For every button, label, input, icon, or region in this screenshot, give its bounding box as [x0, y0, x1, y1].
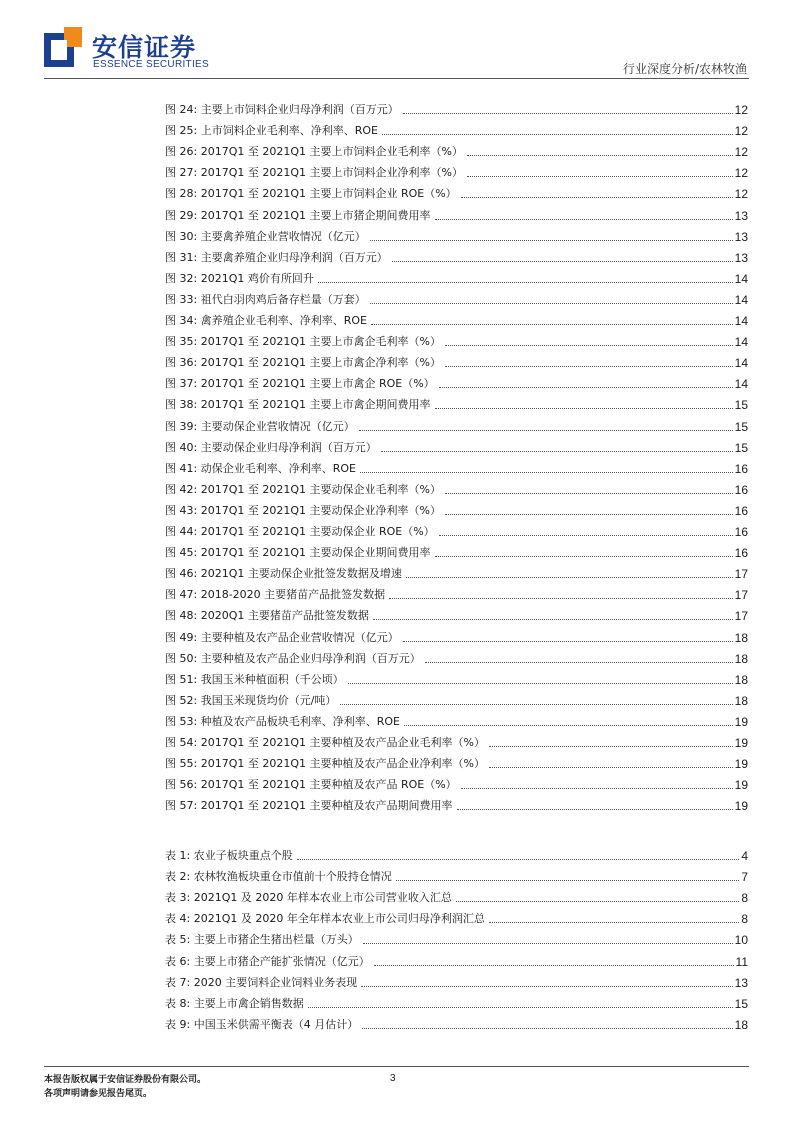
- figure-entry-label: 图 31: 主要禽养殖企业归母净利润（百万元）: [165, 250, 388, 264]
- figure-entry[interactable]: [165, 795, 748, 813]
- table-entry-page: 8: [741, 891, 748, 906]
- table-entry[interactable]: [165, 866, 748, 884]
- essence-logo-icon: [44, 27, 82, 67]
- figure-entry-label: 图 45: 2017Q1 至 2021Q1 主要动保企业期间费用率: [165, 546, 431, 560]
- figure-entry[interactable]: [165, 310, 748, 328]
- table-entry-label: 表 5: 主要上市猪企生猪出栏量（万头）: [165, 933, 359, 947]
- table-entry[interactable]: [165, 887, 748, 905]
- figure-entry[interactable]: [165, 373, 748, 391]
- dot-leader: [445, 493, 733, 494]
- figure-entry[interactable]: [165, 563, 748, 581]
- figure-entry[interactable]: [165, 711, 748, 729]
- dot-leader: [435, 556, 733, 557]
- dot-leader: [396, 880, 740, 881]
- table-entry-label: 表 9: 中国玉米供需平衡表（4 月估计）: [165, 1017, 359, 1031]
- table-entry-label: 表 7: 2020 主要饲料企业饲料业务表现: [165, 975, 358, 989]
- figure-entry[interactable]: [165, 521, 748, 539]
- figure-entry-label: 图 24: 主要上市饲料企业归母净利润（百万元）: [165, 103, 399, 116]
- dot-leader: [461, 788, 733, 789]
- figure-entry[interactable]: [165, 162, 748, 180]
- figure-entry[interactable]: [165, 690, 748, 708]
- table-entry[interactable]: [165, 993, 748, 1011]
- dot-leader: [439, 387, 733, 388]
- dot-leader: [489, 922, 739, 923]
- figure-entry[interactable]: [165, 268, 748, 286]
- figure-entry-label: 图 36: 2017Q1 至 2021Q1 主要上市禽企净利率（%）: [165, 356, 441, 370]
- dot-leader: [489, 767, 733, 768]
- table-entry-label: 表 2: 农林牧渔板块重仓市值前十个股持仓情况: [165, 870, 392, 884]
- figure-entry-page: 19: [734, 736, 748, 750]
- dot-leader: [456, 901, 739, 902]
- figure-entry-label: 图 42: 2017Q1 至 2021Q1 主要动保企业毛利率（%）: [165, 482, 441, 496]
- figure-entry[interactable]: [165, 753, 748, 771]
- table-entry-page: 4: [741, 849, 748, 863]
- dot-leader: [435, 408, 733, 409]
- figure-entry-page: 13: [734, 250, 748, 265]
- dot-leader: [318, 282, 733, 283]
- dot-leader: [392, 261, 733, 262]
- figure-entry[interactable]: [165, 120, 748, 138]
- figure-entry[interactable]: [165, 416, 748, 434]
- table-entry-page: 10: [734, 933, 748, 948]
- figure-entry-page: 13: [734, 208, 748, 223]
- copyright-note: 本报告版权属于安信证券股份有限公司。: [44, 1075, 207, 1085]
- dot-leader: [489, 746, 733, 747]
- dot-leader: [363, 943, 733, 944]
- dot-leader: [389, 598, 732, 599]
- figure-entry-label: 图 50: 主要种植及农产品企业归母净利润（百万元）: [165, 651, 421, 665]
- figure-entry-page: 15: [734, 419, 748, 434]
- figure-entry-label: 图 39: 主要动保企业营收情况（亿元）: [165, 419, 355, 433]
- table-entry-page: 18: [734, 1017, 748, 1032]
- dot-leader: [361, 986, 732, 987]
- dot-leader: [371, 324, 733, 325]
- figure-entry-page: 15: [734, 398, 748, 413]
- figure-entry-page: 16: [734, 525, 748, 539]
- dot-leader: [297, 859, 740, 860]
- dot-leader: [381, 451, 733, 452]
- figure-entry-label: 图 55: 2017Q1 至 2021Q1 主要种植及农产品企业净利率（%）: [165, 757, 485, 771]
- figure-entry[interactable]: [165, 352, 748, 370]
- dot-leader: [406, 577, 733, 578]
- figure-entry[interactable]: [165, 500, 748, 518]
- figure-entry-page: 17: [734, 609, 748, 624]
- table-entry[interactable]: [165, 951, 748, 969]
- dot-leader: [445, 345, 733, 346]
- figure-entry-page: 17: [734, 588, 748, 603]
- figure-entry-label: 图 37: 2017Q1 至 2021Q1 主要上市禽企 ROE（%）: [165, 377, 435, 391]
- dot-leader: [374, 965, 734, 966]
- figure-entry-label: 图 28: 2017Q1 至 2021Q1 主要上市饲料企业 ROE（%）: [165, 187, 457, 201]
- dot-leader: [435, 219, 733, 220]
- figure-entry-label: 图 26: 2017Q1 至 2021Q1 主要上市饲料企业毛利率（%）: [165, 145, 463, 159]
- table-entry-page: 15: [734, 996, 748, 1011]
- disclaimer-note: 各项声明请参见报告尾页。: [44, 1089, 153, 1099]
- table-entry-label: 表 3: 2021Q1 及 2020 年样本农业上市公司营业收入汇总: [165, 891, 452, 905]
- figure-entry-label: 图 56: 2017Q1 至 2021Q1 主要种植及农产品 ROE（%）: [165, 778, 457, 792]
- figure-entry-page: 18: [734, 672, 748, 687]
- figure-entry[interactable]: [165, 479, 748, 497]
- dot-leader: [467, 176, 733, 177]
- figure-entry-page: 16: [734, 546, 748, 561]
- figure-entry-label: 图 33: 祖代白羽肉鸡后备存栏量（万套）: [165, 292, 366, 306]
- figure-entry-label: 图 49: 主要种植及农产品企业营收情况（亿元）: [165, 630, 399, 644]
- figure-entry-label: 图 25: 上市饲料企业毛利率、净利率、ROE: [165, 124, 378, 138]
- footer-divider: [44, 1066, 749, 1067]
- figure-entry[interactable]: [165, 437, 748, 455]
- figure-entry-label: 图 34: 禽养殖企业毛利率、净利率、ROE: [165, 314, 367, 327]
- figure-entry-page: 14: [734, 377, 748, 392]
- figure-entry-page: 15: [734, 440, 748, 455]
- figure-entry[interactable]: [165, 247, 748, 265]
- figure-entry-page: 16: [734, 482, 748, 497]
- dot-leader: [461, 197, 733, 198]
- figure-entry-label: 图 40: 主要动保企业归母净利润（百万元）: [165, 440, 377, 454]
- figure-entry-page: 12: [734, 166, 748, 181]
- figure-entry-label: 图 32: 2021Q1 鸡价有所回升: [165, 271, 314, 285]
- dot-leader: [308, 1007, 733, 1008]
- page-header: [0, 0, 793, 80]
- figure-entry-page: 14: [734, 356, 748, 371]
- figure-entry[interactable]: [165, 605, 748, 623]
- figure-entry-label: 图 43: 2017Q1 至 2021Q1 主要动保企业净利率（%）: [165, 503, 441, 517]
- figure-entry[interactable]: [165, 183, 748, 201]
- dot-leader: [359, 430, 733, 431]
- dot-leader: [445, 514, 733, 515]
- figure-entry-page: 12: [734, 103, 748, 117]
- figure-entry-label: 图 48: 2020Q1 主要猪苗产品批签发数据: [165, 609, 369, 623]
- table-entry-label: 表 1: 农业子板块重点个股: [165, 849, 293, 862]
- dot-leader: [439, 535, 733, 536]
- figure-entry-page: 16: [734, 461, 748, 476]
- figure-entry[interactable]: [165, 732, 748, 750]
- table-entry-label: 表 6: 主要上市猪企产能扩张情况（亿元）: [165, 954, 370, 968]
- figure-entry[interactable]: [165, 289, 748, 307]
- figure-entry-page: 14: [734, 292, 748, 307]
- dot-leader: [382, 134, 733, 135]
- figure-entry[interactable]: [165, 648, 748, 666]
- figure-entry-label: 图 35: 2017Q1 至 2021Q1 主要上市禽企毛利率（%）: [165, 335, 441, 349]
- figure-entry-page: 18: [734, 630, 748, 645]
- figure-entry-label: 图 53: 种植及农产品板块毛利率、净利率、ROE: [165, 714, 400, 728]
- dot-leader: [403, 641, 733, 642]
- table-entry[interactable]: [165, 845, 748, 863]
- figure-entry-label: 图 44: 2017Q1 至 2021Q1 主要动保企业 ROE（%）: [165, 525, 435, 538]
- figure-entry-page: 14: [734, 314, 748, 328]
- figure-entry-page: 13: [734, 229, 748, 244]
- dot-leader: [425, 662, 733, 663]
- table-entry[interactable]: [165, 929, 748, 947]
- figure-entry-label: 图 38: 2017Q1 至 2021Q1 主要上市禽企期间费用率: [165, 398, 431, 412]
- dot-leader: [340, 704, 732, 705]
- dot-leader: [348, 683, 733, 684]
- table-entry[interactable]: [165, 1014, 748, 1032]
- dot-leader: [404, 725, 733, 726]
- figure-entry[interactable]: [165, 394, 748, 412]
- figure-entry[interactable]: [165, 226, 748, 244]
- page-number: 3: [390, 1073, 396, 1084]
- figure-entry-page: 19: [734, 714, 748, 729]
- header-divider: [44, 78, 749, 79]
- figure-entry-label: 图 51: 我国玉米种植面积（千公顷）: [165, 672, 344, 686]
- figure-entry[interactable]: [165, 205, 748, 223]
- table-entry-page: 8: [741, 912, 748, 927]
- figure-entry-page: 18: [734, 651, 748, 666]
- figure-entry-label: 图 29: 2017Q1 至 2021Q1 主要上市猪企期间费用率: [165, 208, 431, 222]
- figure-entry-label: 图 41: 动保企业毛利率、净利率、ROE: [165, 461, 356, 475]
- dot-leader: [362, 1028, 732, 1029]
- dot-leader: [373, 619, 733, 620]
- figure-entry-page: 14: [734, 271, 748, 286]
- dot-leader: [467, 155, 733, 156]
- table-entry-page: 11: [735, 954, 748, 969]
- figure-entry[interactable]: [165, 99, 748, 117]
- figure-entry[interactable]: [165, 669, 748, 687]
- dot-leader: [457, 809, 733, 810]
- table-entry-label: 表 4: 2021Q1 及 2020 年全年样本农业上市公司归母净利润汇总: [165, 912, 485, 926]
- dot-leader: [403, 113, 733, 114]
- brand-name-en: ESSENCE SECURITIES: [93, 59, 209, 70]
- figure-entry[interactable]: [165, 584, 748, 602]
- figure-entry-label: 图 27: 2017Q1 至 2021Q1 主要上市饲料企业净利率（%）: [165, 166, 463, 180]
- brand-name-cn: 安信证券: [92, 33, 197, 62]
- figure-entry[interactable]: [165, 627, 748, 645]
- report-section: 行业深度分析/农林牧渔: [622, 62, 747, 76]
- figure-entry[interactable]: [165, 542, 748, 560]
- figure-entry[interactable]: [165, 458, 748, 476]
- table-entry[interactable]: [165, 972, 748, 990]
- figure-entry-label: 图 47: 2018-2020 主要猪苗产品批签发数据: [165, 588, 386, 602]
- figure-entry-label: 图 54: 2017Q1 至 2021Q1 主要种植及农产品企业毛利率（%）: [165, 736, 485, 749]
- figure-entry-page: 16: [734, 503, 748, 518]
- figure-entry-page: 19: [734, 799, 748, 814]
- dot-leader: [360, 472, 733, 473]
- figure-entry-label: 图 52: 我国玉米现货均价（元/吨）: [165, 693, 337, 707]
- figure-entry-page: 14: [734, 335, 748, 350]
- figure-entry[interactable]: [165, 331, 748, 349]
- figure-entry-page: 12: [734, 187, 748, 202]
- figure-entry-page: 17: [734, 567, 748, 582]
- figure-entry-page: 12: [734, 124, 748, 139]
- figure-entry-page: 19: [734, 778, 748, 793]
- dot-leader: [370, 240, 733, 241]
- figure-entry-page: 18: [734, 693, 748, 708]
- table-entry-label: 表 8: 主要上市禽企销售数据: [165, 996, 304, 1010]
- figure-entry-page: 19: [734, 757, 748, 772]
- table-entry-page: 7: [741, 870, 748, 885]
- dot-leader: [445, 366, 733, 367]
- figure-entry-label: 图 30: 主要禽养殖企业营收情况（亿元）: [165, 229, 366, 243]
- figure-entry-page: 12: [734, 145, 748, 160]
- figure-entry-label: 图 57: 2017Q1 至 2021Q1 主要种植及农产品期间费用率: [165, 799, 453, 813]
- table-entry-page: 13: [734, 975, 748, 990]
- figure-entry[interactable]: [165, 141, 748, 159]
- dot-leader: [370, 303, 733, 304]
- figure-entry[interactable]: [165, 774, 748, 792]
- table-entry[interactable]: [165, 908, 748, 926]
- figure-entry-label: 图 46: 2021Q1 主要动保企业批签发数据及增速: [165, 567, 402, 581]
